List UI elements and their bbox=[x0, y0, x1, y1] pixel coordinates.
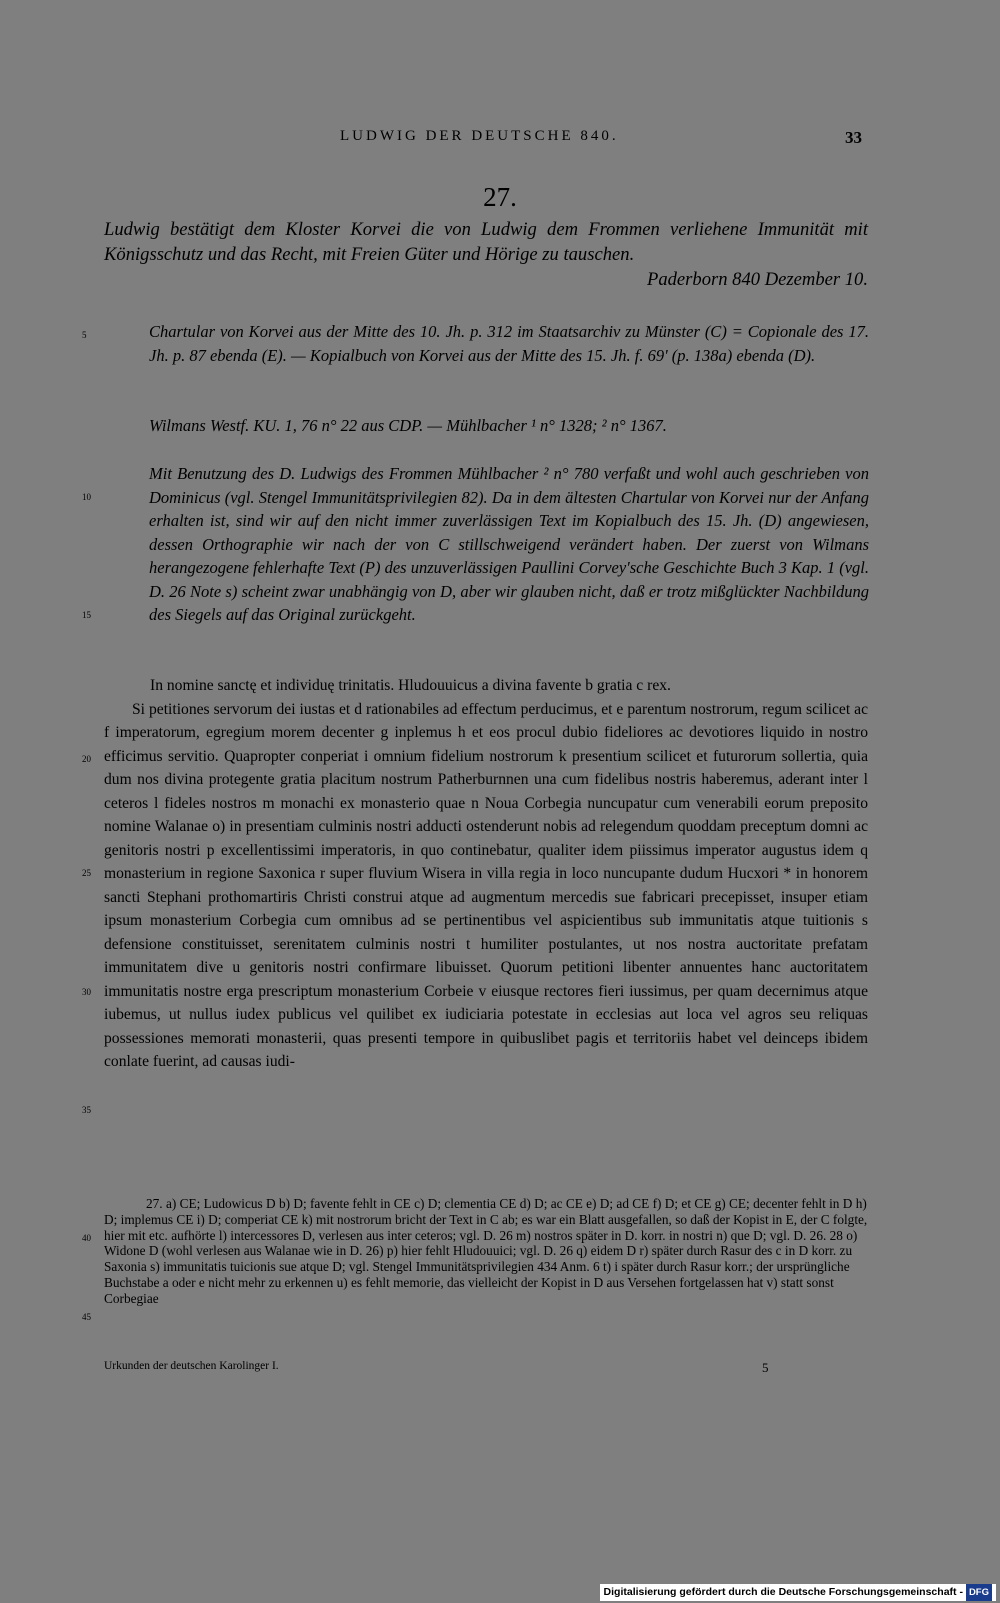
commentary: Mit Benutzung des D. Ludwigs des Frommen Mühlbacher ² n° 780 verfaßt und wohl auch geschrieben von Dominicus (vgl. Stengel Immunitätsprivilegien 82). Da in dem ältesten Chartular von Korvei nur der Anfang erhalten ist, sind wir auf den nicht immer zuverlässigen Text im Kopialbuch des 15. Jh. (D) angewiesen, dessen Orthographie wir nach der von C stillschweigend verändert haben. Der zuerst von Wilmans herangezogene fehlerhafte Text (P) des unzuverlässigen Paullini Corvey'sche Geschichte Buch 3 Kap. 1 (vgl. D. 26 Note s) scheint zwar unabhängig von D, aber wir glauben nicht, daß er trotz mißglückter Nachbildung des Siegels auf das Original zurückgeht. bbox=[149, 464, 869, 624]
line-number: 45 bbox=[82, 1312, 91, 1322]
signature-mark: 5 bbox=[762, 1360, 769, 1375]
series-title: Urkunden der deutschen Karolinger I. bbox=[104, 1360, 279, 1372]
title-text: Ludwig bestätigt dem Kloster Korvei die von Ludwig dem Frommen verliehene Immunität mit Königsschutz und das Recht, mit Freien Güter und Hörige zu tauschen. bbox=[104, 219, 868, 265]
document-number: 27. bbox=[483, 182, 517, 212]
line-number: 35 bbox=[82, 1105, 91, 1115]
invocation: In nomine sanctę et individuę trinitatis. Hludouuicus a divina favente b gratia c rex. bbox=[150, 677, 671, 694]
funding-text: Digitalisierung gefördert durch die Deutsche Forschungsgemeinschaft - bbox=[603, 1586, 963, 1598]
place-date: Paderborn 840 Dezember 10. bbox=[646, 268, 868, 290]
editions: Wilmans Westf. KU. 1, 76 n° 22 aus CDP. — Mühlbacher ¹ n° 1328; ² n° 1367. bbox=[149, 416, 667, 435]
funding-notice bbox=[600, 1584, 996, 1601]
line-number: 15 bbox=[82, 610, 91, 620]
line-number: 20 bbox=[82, 754, 91, 764]
line-number: 25 bbox=[82, 868, 91, 878]
line-number: 30 bbox=[82, 987, 91, 997]
page-number: 33 bbox=[845, 128, 862, 147]
charter-text bbox=[104, 674, 868, 1074]
line-number: 40 bbox=[82, 1233, 91, 1243]
line-number: 5 bbox=[82, 330, 87, 340]
footnote-apparatus: 27. a) CE; Ludowicus D b) D; favente fehlt in CE c) D; clementia CE d) D; ac CE e) D; ad CE f) D; et CE g) CE; decenter fehlt in D h) D; implemus CE i) D; comperiat CE k) mit nostrorum bricht der Text in C ab; es war ein Blatt ausgefallen, so daß der Kopist in E, der C folgte, hier mit etc. aufhörte l) intercessores D, verlesen aus inter ceteros; vgl. D. 26 m) nostros später in D. korr. in nostri n) que D; vgl. D. 26. 28 o) Widone D (wohl verlesen aus Walanae wie in D. 26) p) hier fehlt Hludouuici; vgl. D. 26 q) eidem D r) später durch Rasur des c in D korr. zu Saxonia s) immunitatis tuicionis sue atque D; vgl. Stengel Immunitätsprivilegien 434 Anm. 6 t) i später durch Rasur korr.; der ursprüngliche Buchstabe a oder e nicht mehr zu erkennen u) es fehlt memorie, das vielleicht der Kopist in D aus Versehen fortgelassen hat v) statt sonst Corbegiae bbox=[104, 1196, 868, 1306]
running-title: LUDWIG DER DEUTSCHE 840. bbox=[340, 128, 619, 144]
dfg-logo: DFG bbox=[966, 1584, 992, 1601]
charter-body: Si petitiones servorum dei iustas et d rationabiles ad effectum perducimus, et e parentum nostrorum, regum scilicet ac f imperatorum, egregium morem decenter g inplemus h et eos procul dubio fideliores ac devotiores liquido in nostro efficimus servitio. Quapropter conperiat i omnium fidelium nostrorum k presentium scilicet et futurorum sollertia, quia dum nos divina protegente gratia placitum nostrum Patherburnnen una cum fidelibus nostris haberemus, aderant inter l ceteros l fideles nostros m monachi ex monasterio quae n Noua Corbegia nuncupatur cum venerabili eorum preposito nomine Walanae o) in presentiam culminis nostri adducti ostenderunt nobis ad relegendum quoddam preceptum domni ac genitoris nostri p excellentissimi imperatoris, in quo continebatur, qualiter idem piissimus imperator augustus idem q monasterium in regione Saxonica r super fluvium Wisera in villa regia in loco nuncupante dudum Hucxori * in honorem sancti Stephani prothomartiris Christi construi atque ad augmentum mercedis sue fabricari precepisset, insuper etiam ipsum monasterium Corbegia cum omnibus ad se pertinentibus vel aspicientibus sub immunitatis atque tuitionis s defensione constituisset, serenitatem culminis nostri t humiliter postulantes, ut nos nostra auctoritate prefatam immunitatem dive u genitoris nostri confirmare libuisset. Quorum petitioni libenter annuentes hanc auctoritatem immunitatis nostre erga prescriptum monasterium Corbeie v eiusque rectores fieri iussimus, per quam decernimus atque iubemus, ut nullus iudex publicus vel quilibet ex iudiciaria potestate in ecclesias aut loca vel agros seu reliquas possessiones memorati monasterii, quas presenti tempore in quibuslibet pagis et territoriis habet vel deinceps ibidem conlate fuerint, ad causas iudi- bbox=[104, 700, 868, 1070]
manuscript-tradition: Chartular von Korvei aus der Mitte des 10. Jh. p. 312 im Staatsarchiv zu Münster (C) = Copionale des 17. Jh. p. 87 ebenda (E). — Kopialbuch von Korvei aus der Mitte des 15. Jh. f. 69' (p. 138a) ebenda (D). bbox=[149, 322, 869, 365]
line-number: 10 bbox=[82, 492, 91, 502]
footnotes bbox=[104, 1196, 868, 1307]
document-title bbox=[104, 218, 868, 292]
